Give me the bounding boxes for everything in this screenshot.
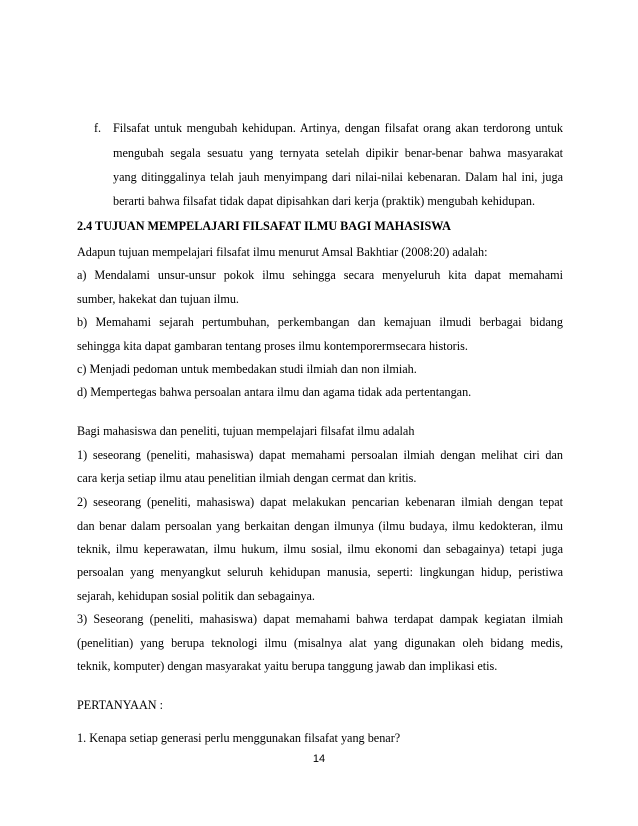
list-f-line-3: yang ditinggalinya telah jauh menyimpang dari nilai-nilai kebenaran. Dalam hal ini, juga [113, 170, 563, 184]
item3-line-3: teknik, komputer) dengan masyarakat yaitu berupa tanggung jawab dan implikasi etis. [77, 659, 498, 673]
intro-line: Adapun tujuan mempelajari filsafat ilmu menurut Amsal Bakhtiar (2008:20) adalah: [77, 245, 488, 259]
list-d-line: d) Mempertegas bahwa persoalan antara ilmu dan agama tidak ada pertentangan. [77, 385, 472, 399]
section-heading: 2.4 TUJUAN MEMPELAJARI FILSAFAT ILMU BAGI MAHASISWA [77, 219, 451, 233]
item1-line-1: 1) seseorang (peneliti, mahasiswa) dapat memahami persoalan ilmiah dengan melihat ciri dan [77, 448, 563, 462]
item2-line-3: teknik, ilmu keperawatan, ilmu hukum, ilmu sosial, ilmu ekonomi dan sebagainya) tetapi juga [77, 542, 563, 556]
item2-line-4: persoalan yang menyangkut seluruh kehidupan manusia, seperti: lingkungan hidup, peristiwa [77, 565, 563, 579]
item3-line-2: (penelitian) yang berupa teknologi ilmu (misalnya alat yang digunakan oleh bidang medis, [77, 636, 563, 650]
item3-line-1: 3) Seseorang (peneliti, mahasiswa) dapat memahami bahwa terdapat dampak kegiatan ilmiah [77, 612, 563, 626]
list-a-line-1: a) Mendalami unsur-unsur pokok ilmu sehingga secara menyeluruh kita dapat memahami [77, 268, 563, 282]
page-number: 14 [312, 753, 326, 765]
question-1: 1. Kenapa setiap generasi perlu menggunakan filsafat yang benar? [77, 731, 401, 745]
list-b-line-2: sehingga kita dapat gambaran tentang proses ilmu kontemporermsecara historis. [77, 339, 468, 353]
list-f-line-4: berarti bahwa filsafat tidak dapat dipisahkan dari kerja (praktik) mengubah kehidupan. [113, 194, 536, 208]
list-a-line-2: sumber, hakekat dan tujuan ilmu. [77, 292, 239, 306]
list-c-line: c) Menjadi pedoman untuk membedakan studi ilmiah dan non ilmiah. [77, 362, 417, 376]
list-f-line-1: Filsafat untuk mengubah kehidupan. Artinya, dengan filsafat orang akan terdorong untuk [113, 121, 563, 135]
item1-line-2: cara kerja setiap ilmu atau penelitian ilmiah dengan cermat dan kritis. [77, 471, 417, 485]
list-f-line-2: mengubah segala sesuatu yang ternyata setelah dipikir benar-benar bahwa masyarakat [113, 146, 563, 160]
para2-intro: Bagi mahasiswa dan peneliti, tujuan mempelajari filsafat ilmu adalah [77, 424, 415, 438]
item2-line-1: 2) seseorang (peneliti, mahasiswa) dapat melakukan pencarian kebenaran ilmiah dengan tepat [77, 495, 563, 509]
item2-line-5: sejarah, kehidupan sosial politik dan sebagainya. [77, 589, 315, 603]
list-b-line-1: b) Memahami sejarah pertumbuhan, perkembangan dan kemajuan ilmudi berbagai bidang [77, 315, 563, 329]
questions-heading: PERTANYAAN : [77, 698, 163, 712]
list-marker-f: f. [94, 121, 102, 135]
item2-line-2: dan benar dalam persoalan yang berkaitan dengan ilmunya (ilmu budaya, ilmu kedokteran, ilmu [77, 519, 563, 533]
